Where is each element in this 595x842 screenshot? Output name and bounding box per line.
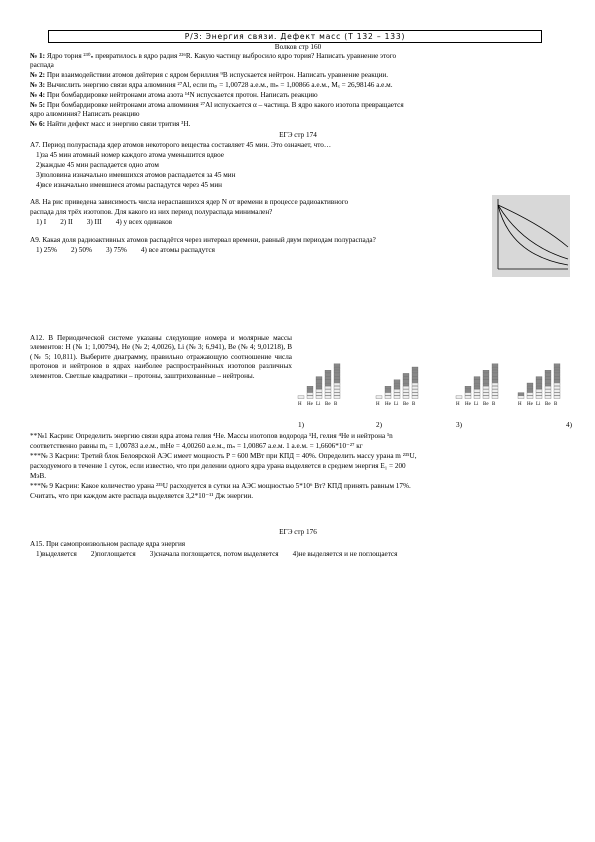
section-heading-ege-176: ЕГЭ стр 176 (279, 528, 317, 536)
proton-cell (492, 386, 498, 389)
proton-cell (518, 396, 524, 399)
neutron-cell (492, 367, 498, 370)
neutron-cell (394, 380, 400, 383)
extra-task-9-cont: Считать, что при каждом акте распада выделяется 3,2*10⁻¹¹ Дж энергии. (30, 492, 254, 500)
element-axis-label: B (334, 402, 338, 405)
proton-cell (316, 389, 322, 392)
proton-cell (545, 396, 551, 399)
extra-task-3-cont2: МэВ. (30, 472, 47, 480)
proton-cell (412, 386, 418, 389)
a15-options: 1)выделяется 2)поглощается 3)сначала поглощается, потом выделяется 4)не выделяется и не поглощается (36, 550, 398, 558)
proton-cell (554, 389, 560, 392)
neutron-cell (334, 364, 340, 367)
proton-cell (474, 393, 480, 396)
neutron-cell (316, 383, 322, 386)
proton-cell (403, 393, 409, 396)
nucleon-diagrams (296, 335, 586, 405)
proton-cell (394, 389, 400, 392)
neutron-cell (554, 377, 560, 380)
proton-cell (465, 393, 471, 396)
element-axis-label: He (307, 402, 313, 405)
element-axis-label: H (456, 402, 460, 405)
extra-task-3: ***№ 3 Касрин: Третий блок Белоярской АЭС имеет мощность P = 600 МВт при КПД = 40%. Определить массу урана m ²³⁵U, (30, 452, 417, 460)
proton-cell (536, 389, 542, 392)
neutron-cell (474, 386, 480, 389)
diagram-label-3: 3) (456, 421, 462, 429)
neutron-cell (545, 380, 551, 383)
neutron-cell (483, 370, 489, 373)
proton-cell (545, 386, 551, 389)
diagram-label-4: 4) (566, 421, 572, 429)
proton-cell (394, 396, 400, 399)
neutron-cell (483, 377, 489, 380)
question-a8-line2: распада для трёх изотопов. Для какого из них период полураспада минимален? (30, 208, 273, 216)
neutron-cell (545, 383, 551, 386)
section-heading-ege-174: ЕГЭ стр 174 (279, 131, 317, 139)
question-a15: А15. При самопроизвольном распаде ядра энергия (30, 540, 186, 548)
proton-cell (492, 393, 498, 396)
proton-cell (527, 393, 533, 396)
proton-cell (325, 393, 331, 396)
neutron-cell (545, 370, 551, 373)
element-axis-label: Be (325, 402, 331, 405)
neutron-cell (385, 386, 391, 389)
neutron-cell (334, 373, 340, 376)
a9-options: 1) 25% 2) 50% 3) 75% 4) все атомы распадутся (36, 246, 215, 254)
element-axis-label: Be (483, 402, 489, 405)
proton-cell (394, 393, 400, 396)
proton-cell (536, 396, 542, 399)
proton-cell (412, 396, 418, 399)
proton-cell (412, 389, 418, 392)
element-axis-label: B (492, 402, 496, 405)
neutron-cell (527, 386, 533, 389)
neutron-cell (536, 380, 542, 383)
element-axis-label: Li (474, 402, 479, 405)
neutron-cell (554, 370, 560, 373)
element-axis-label: He (465, 402, 471, 405)
neutron-cell (474, 377, 480, 380)
neutron-cell (465, 389, 471, 392)
neutron-cell (412, 380, 418, 383)
proton-cell (334, 389, 340, 392)
proton-cell (527, 396, 533, 399)
proton-cell (545, 389, 551, 392)
neutron-cell (307, 386, 313, 389)
proton-cell (474, 389, 480, 392)
neutron-cell (403, 373, 409, 376)
proton-cell (545, 393, 551, 396)
neutron-cell (316, 380, 322, 383)
element-axis-label: He (385, 402, 391, 405)
proton-cell (554, 386, 560, 389)
neutron-cell (536, 386, 542, 389)
proton-cell (403, 389, 409, 392)
proton-cell (316, 396, 322, 399)
a7-option-4: 4)все изначально имевшиеся атомы распадутся через 45 мин (36, 181, 223, 189)
neutron-cell (545, 373, 551, 376)
neutron-cell (483, 383, 489, 386)
proton-cell (316, 393, 322, 396)
neutron-cell (554, 373, 560, 376)
proton-cell (465, 396, 471, 399)
neutron-cell (518, 393, 524, 396)
proton-cell (492, 396, 498, 399)
proton-cell (474, 396, 480, 399)
neutron-cell (465, 386, 471, 389)
neutron-cell (554, 364, 560, 367)
neutron-cell (554, 367, 560, 370)
proton-cell (385, 396, 391, 399)
extra-task-9: ***№ 9 Касрин: Какое количество урана ²³⁵U расходуется в сутки на АЭС мощностью 5*10⁶ Вт? КПД принять равным 17%. (30, 482, 411, 490)
proton-cell (412, 383, 418, 386)
proton-cell (325, 396, 331, 399)
a7-option-3: 3)половина изначально имевшихся атомов распадается за 45 мин (36, 171, 236, 179)
proton-cell (325, 389, 331, 392)
proton-cell (298, 396, 304, 399)
neutron-cell (492, 373, 498, 376)
element-axis-label: He (527, 402, 533, 405)
neutron-cell (412, 373, 418, 376)
a7-option-1: 1)за 45 мин атомный номер каждого атома уменьшится вдвое (36, 151, 224, 159)
element-axis-label: Li (316, 402, 321, 405)
element-axis-label: Li (394, 402, 399, 405)
proton-cell (376, 396, 382, 399)
proton-cell (536, 393, 542, 396)
extra-task-1-cont: соответственно равны mₐ = 1,00783 а.е.м., mHe = 4,00260 а.е.м., mₙ = 1,00867 а.е.м. 1 а.е.м. = 1,6606*10⁻²⁷ кг (30, 442, 363, 450)
neutron-cell (474, 380, 480, 383)
neutron-cell (412, 377, 418, 380)
neutron-cell (483, 380, 489, 383)
proton-cell (334, 386, 340, 389)
neutron-cell (325, 377, 331, 380)
neutron-cell (307, 389, 313, 392)
proton-cell (385, 393, 391, 396)
proton-cell (492, 389, 498, 392)
proton-cell (334, 383, 340, 386)
task-2: № 2: При взаимодействии атомов дейтерия с ядром бериллия ⁹В испускается нейтрон. Написать уравнение реакции. (30, 71, 389, 79)
neutron-cell (403, 377, 409, 380)
extra-task-3-cont: расходуемого в течение 1 суток, если известно, что при делении одного ядра урана выделяется в среднем энергия E₁ = 200 (30, 462, 406, 470)
element-axis-label: B (412, 402, 416, 405)
question-a8-line1: А8. На рис приведена зависимость числа нераспавшихся ядер N от времени в процессе радиоактивного (30, 198, 349, 206)
proton-cell (325, 386, 331, 389)
proton-cell (483, 393, 489, 396)
page-title: Р/З: Энергия связи. Дефект масс (Т 132 – 133) (48, 30, 542, 43)
neutron-cell (334, 377, 340, 380)
diagram-label-2: 2) (376, 421, 382, 429)
neutron-cell (492, 377, 498, 380)
proton-cell (554, 396, 560, 399)
proton-cell (483, 396, 489, 399)
proton-cell (307, 396, 313, 399)
element-axis-label: H (298, 402, 302, 405)
neutron-cell (554, 380, 560, 383)
neutron-cell (492, 364, 498, 367)
neutron-cell (536, 377, 542, 380)
question-a7: А7. Период полураспада ядер атомов некоторого вещества составляет 45 мин. Это означает, что… (30, 141, 332, 149)
neutron-cell (412, 370, 418, 373)
task-1: № 1: Ядро тория ²³⁰ₙ превратилось в ядро радия ²²⁶R. Какую частицу выбросило ядро тория? Написать уравнение этого (30, 52, 397, 60)
task-5: № 5: При бомбардировке нейтронами атома алюминия ²⁷Al испускается α – частица. В ядро какого изотопа превращается (30, 101, 404, 109)
question-a12: А12. В Периодической системе указаны следующие номера и молярные массы элементов: Н (№ 1; 1,00794), He (№ 2; 4,0026), Li (№ 3; 6,941), Be (№ 4; 9,01218), В (№ 5; 10,811). Выберите диаграмму, правильно отражающую соотношение числа протонов и нейтронов в ядрах наиболее распространённых изотопов различных элементов. Светлые квадратики – протоны, заштрихованные – нейтроны. (30, 334, 292, 380)
proton-cell (334, 393, 340, 396)
task-4: № 4: При бомбардировке нейтронами атома азота ¹⁴N испускается протон. Написать реакцию (30, 91, 318, 99)
element-axis-label: Li (536, 402, 541, 405)
neutron-cell (334, 380, 340, 383)
proton-cell (456, 396, 462, 399)
neutron-cell (325, 383, 331, 386)
neutron-cell (325, 370, 331, 373)
element-axis-label: Be (403, 402, 409, 405)
neutron-cell (545, 377, 551, 380)
neutron-cell (385, 389, 391, 392)
extra-task-1: **№1 Касрин: Определить энергию связи ядра атома гелия ⁴He. Массы изотопов водорода ¹H, гелия ⁴He и нейтрона ¹n (30, 432, 393, 440)
neutron-cell (527, 383, 533, 386)
task-3: № 3: Вычислить энергию связи ядра алюминия ²⁷Al, если mₚ = 1,00728 а.е.м., mₙ = 1,00866 а.е.м., Mₓ = 26,98146 а.е.м. (30, 81, 393, 89)
proton-cell (307, 393, 313, 396)
section-heading-volkov: Волков стр 160 (274, 43, 322, 51)
proton-cell (554, 393, 560, 396)
neutron-cell (394, 386, 400, 389)
neutron-cell (483, 373, 489, 376)
neutron-cell (325, 380, 331, 383)
proton-cell (492, 383, 498, 386)
task-1-cont: распада (30, 61, 54, 69)
neutron-cell (316, 386, 322, 389)
proton-cell (403, 396, 409, 399)
proton-cell (483, 386, 489, 389)
neutron-cell (474, 383, 480, 386)
neutron-cell (492, 380, 498, 383)
neutron-cell (394, 383, 400, 386)
neutron-cell (492, 370, 498, 373)
element-axis-label: H (376, 402, 380, 405)
proton-cell (412, 393, 418, 396)
a8-options: 1) I 2) II 3) III 4) у всех одинаков (36, 218, 173, 226)
element-axis-label: Be (545, 402, 551, 405)
proton-cell (334, 396, 340, 399)
neutron-cell (412, 367, 418, 370)
neutron-cell (527, 389, 533, 392)
a7-option-2: 2)каждые 45 мин распадается одно атом (36, 161, 159, 169)
diagram-label-1: 1) (298, 421, 304, 429)
proton-cell (554, 383, 560, 386)
proton-cell (403, 386, 409, 389)
neutron-cell (403, 383, 409, 386)
proton-cell (483, 389, 489, 392)
neutron-cell (334, 367, 340, 370)
task-6: № 6: Найти дефект масс и энергию связи трития ³H. (30, 120, 191, 128)
neutron-cell (536, 383, 542, 386)
neutron-cell (325, 373, 331, 376)
task-5-cont: ядро алюминия? Написать реакцию (30, 110, 140, 118)
neutron-cell (403, 380, 409, 383)
neutron-cell (316, 377, 322, 380)
element-axis-label: B (554, 402, 558, 405)
neutron-cell (334, 370, 340, 373)
element-axis-label: H (518, 402, 522, 405)
question-a9: А9. Какая доля радиоактивных атомов распадётся через интервал времени, равный двум периодам полураспада? (30, 236, 376, 244)
